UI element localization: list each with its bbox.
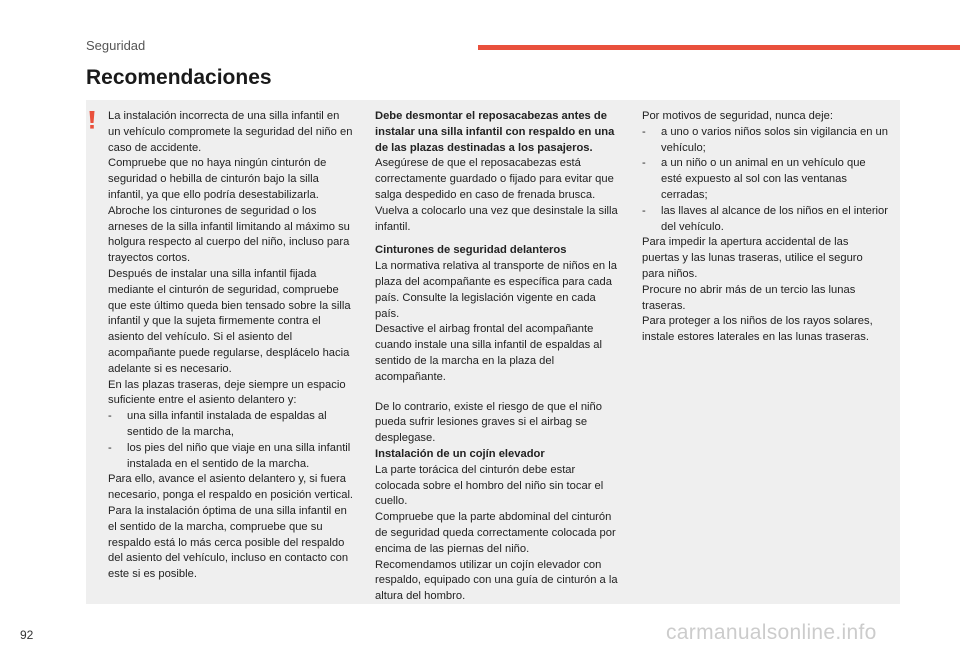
paragraph: Para impedir la apertura accidental de las puertas y las lunas traseras, utilice el seguro para niños. [642, 236, 863, 280]
list-item [642, 125, 888, 157]
column-left [108, 109, 354, 583]
list-dash: - [108, 410, 112, 423]
warning-icon [89, 111, 95, 129]
list-item [108, 441, 354, 473]
paragraph: Para ello, avance el asiento delantero y, si fuera necesario, ponga el respaldo en posición vertical. [108, 473, 354, 502]
subheading-front-belts: Cinturones de seguridad delanteros [375, 244, 567, 257]
list-item [642, 204, 888, 236]
page-number: 92 [20, 628, 34, 642]
list-item [108, 409, 354, 441]
section-accent-bar [478, 45, 960, 50]
list-dash: - [642, 157, 646, 170]
column-right [642, 109, 888, 346]
paragraph: Recomendamos utilizar un cojín elevador con respaldo, equipado con una guía de cinturón a la altura del hombro. [375, 558, 618, 603]
list-item-text: a uno o varios niños solos sin vigilancia en un vehículo; [661, 125, 888, 154]
paragraph: La parte torácica del cinturón debe estar colocada sobre el hombro del niño sin tocar el cuello. [375, 463, 604, 508]
list-item [642, 156, 888, 203]
content-panel [86, 100, 900, 604]
list-item-text: las llaves al alcance de los niños en el interior del vehículo. [661, 204, 888, 233]
paragraph: Asegúrese de que el reposacabezas está correctamente guardado o fijado para evitar que salga despedido en caso de frenada brusca. Vuelva a colocarlo una vez que desinstale la silla infantil. [375, 157, 618, 233]
paragraph: Procure no abrir más de un tercio las lunas traseras. [642, 283, 856, 312]
paragraph: La instalación incorrecta de una silla infantil en un vehículo compromete la seguridad del niño en caso de accidente. [108, 110, 353, 154]
paragraph: Compruebe que la parte abdominal del cinturón de seguridad queda correctamente colocada por encima de las piernas del niño. [375, 511, 616, 555]
list-dash: - [642, 125, 646, 138]
list-item-text: a un niño o un animal en un vehículo que esté expuesto al sol con las ventanas cerradas; [661, 157, 866, 201]
section-title: Seguridad [86, 38, 146, 53]
paragraph: La normativa relativa al transporte de niños en la plaza del acompañante es específica para cada país. Consulte la legislación vigente en cada país. [375, 260, 617, 320]
paragraph: Para proteger a los niños de los rayos solares, instale estores laterales en las lunas traseras. [642, 315, 873, 344]
list-dash: - [642, 204, 646, 217]
paragraph: Después de instalar una silla infantil fijada mediante el cinturón de seguridad, compruebe que este último queda bien tensado sobre la silla infantil y que la sujeta firmemente contra el asiento del vehículo. Si el asiento del acompañante puede regularse, desplácelo hacia adelante si es necesario. [108, 267, 351, 375]
paragraph: Abroche los cinturones de seguridad o los arneses de la silla infantil limitando al máximo su holgura respecto al cuerpo del niño, incluso para trayectos cortos. [108, 204, 350, 265]
column-middle [375, 109, 621, 605]
watermark[interactable]: carmanualsonline.info [666, 621, 877, 644]
bold-heading: Debe desmontar el reposacabezas antes de instalar una silla infantil con respaldo en una de las plazas destinadas a los pasajeros. [375, 110, 615, 154]
paragraph: Por motivos de seguridad, nunca deje: [642, 110, 833, 122]
list-dash: - [108, 441, 112, 454]
paragraph: Para la instalación óptima de una silla infantil en el sentido de la marcha, compruebe que su respaldo está lo más cerca posible del respaldo del asiento del vehículo, incluso en contacto con este si es posible. [108, 504, 349, 581]
page-title: Recomendaciones [86, 66, 272, 89]
subheading-booster: Instalación de un cojín elevador [375, 447, 545, 460]
list-item-text: una silla infantil instalada de espaldas al sentido de la marcha, [127, 410, 327, 438]
paragraph: De lo contrario, existe el riesgo de que el niño pueda sufrir lesiones graves si el airbag se desplegase. [375, 400, 602, 445]
paragraph: Compruebe que no haya ningún cinturón de seguridad o hebilla de cinturón bajo la silla infantil, ya que ello podría desestabilizarla. [108, 157, 327, 201]
paragraph: En las plazas traseras, deje siempre un espacio suficiente entre el asiento delantero y: [108, 378, 346, 407]
list-item-text: los pies del niño que viaje en una silla infantil instalada en el sentido de la marcha. [127, 441, 351, 470]
paragraph: Desactive el airbag frontal del acompañante cuando instale una silla infantil de espaldas al sentido de la marcha en la plaza del acompañante. [375, 323, 603, 383]
